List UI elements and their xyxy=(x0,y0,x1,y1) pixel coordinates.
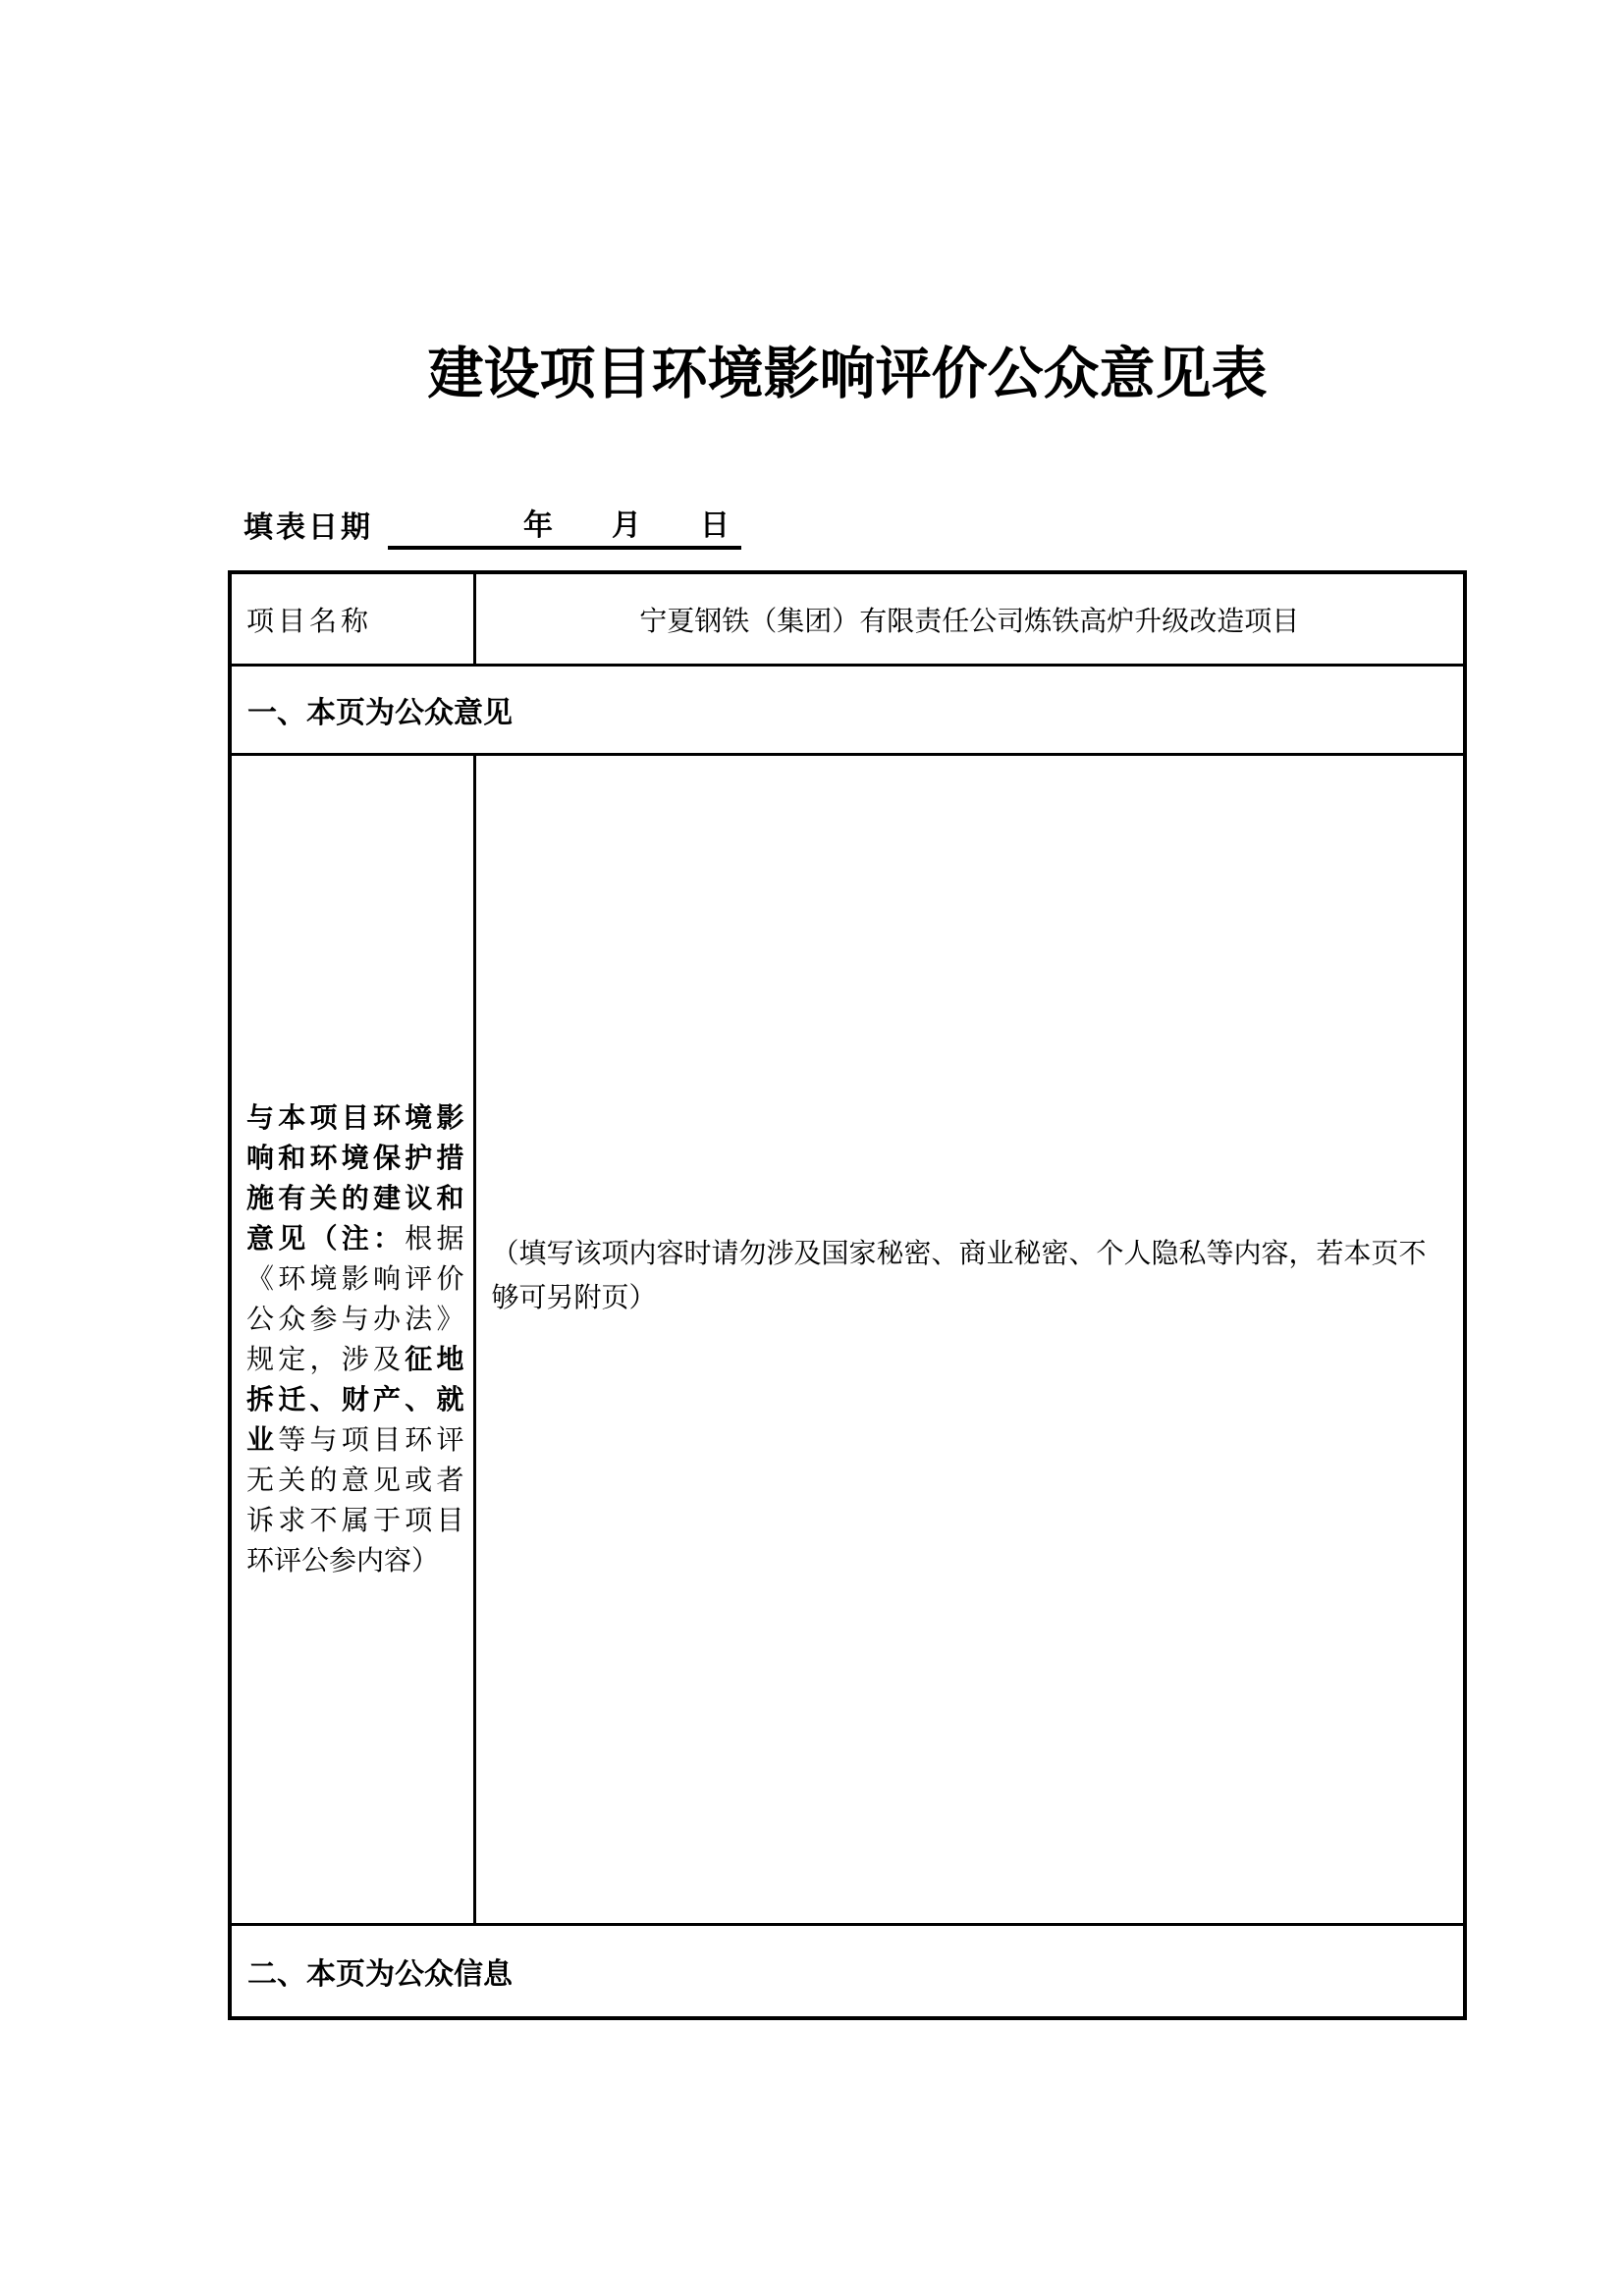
opinion-form-table xyxy=(228,570,1467,2020)
fill-date-blank-field[interactable]: 年 月 日 xyxy=(388,507,741,550)
section1-heading: 一、本页为公众意见 xyxy=(230,666,1465,755)
project-name-label-cell: 项目名称 xyxy=(230,572,474,666)
opinion-label-cell: 与本项目环境影响和环境保护措施有关的建议和意见（注：根据《环境影响评价公众参与办法》规定，涉及征地拆迁、财产、就业等与项目环评无关的意见或者诉求不属于项目环评公参内容） xyxy=(230,755,474,1925)
project-name-row xyxy=(230,572,1465,666)
section2-row xyxy=(230,1925,1465,2019)
opinion-input-cell[interactable] xyxy=(474,755,1465,1925)
opinion-note: （填写该项内容时请勿涉及国家秘密、商业秘密、个人隐私等内容，若本页不够可另附页） xyxy=(491,1238,1427,1313)
page-title: 建设项目环境影响评价公众意见表 xyxy=(427,343,1268,405)
fill-date-line xyxy=(244,507,1467,550)
opinion-row xyxy=(230,755,1465,1925)
fill-date-label: 填表日期 xyxy=(244,511,373,544)
project-name-value-cell: 宁夏钢铁（集团）有限责任公司炼铁高炉升级改造项目 xyxy=(474,572,1465,666)
section1-row xyxy=(230,666,1465,755)
section2-heading: 二、本页为公众信息 xyxy=(230,1925,1465,2019)
document-content xyxy=(228,0,1467,2020)
